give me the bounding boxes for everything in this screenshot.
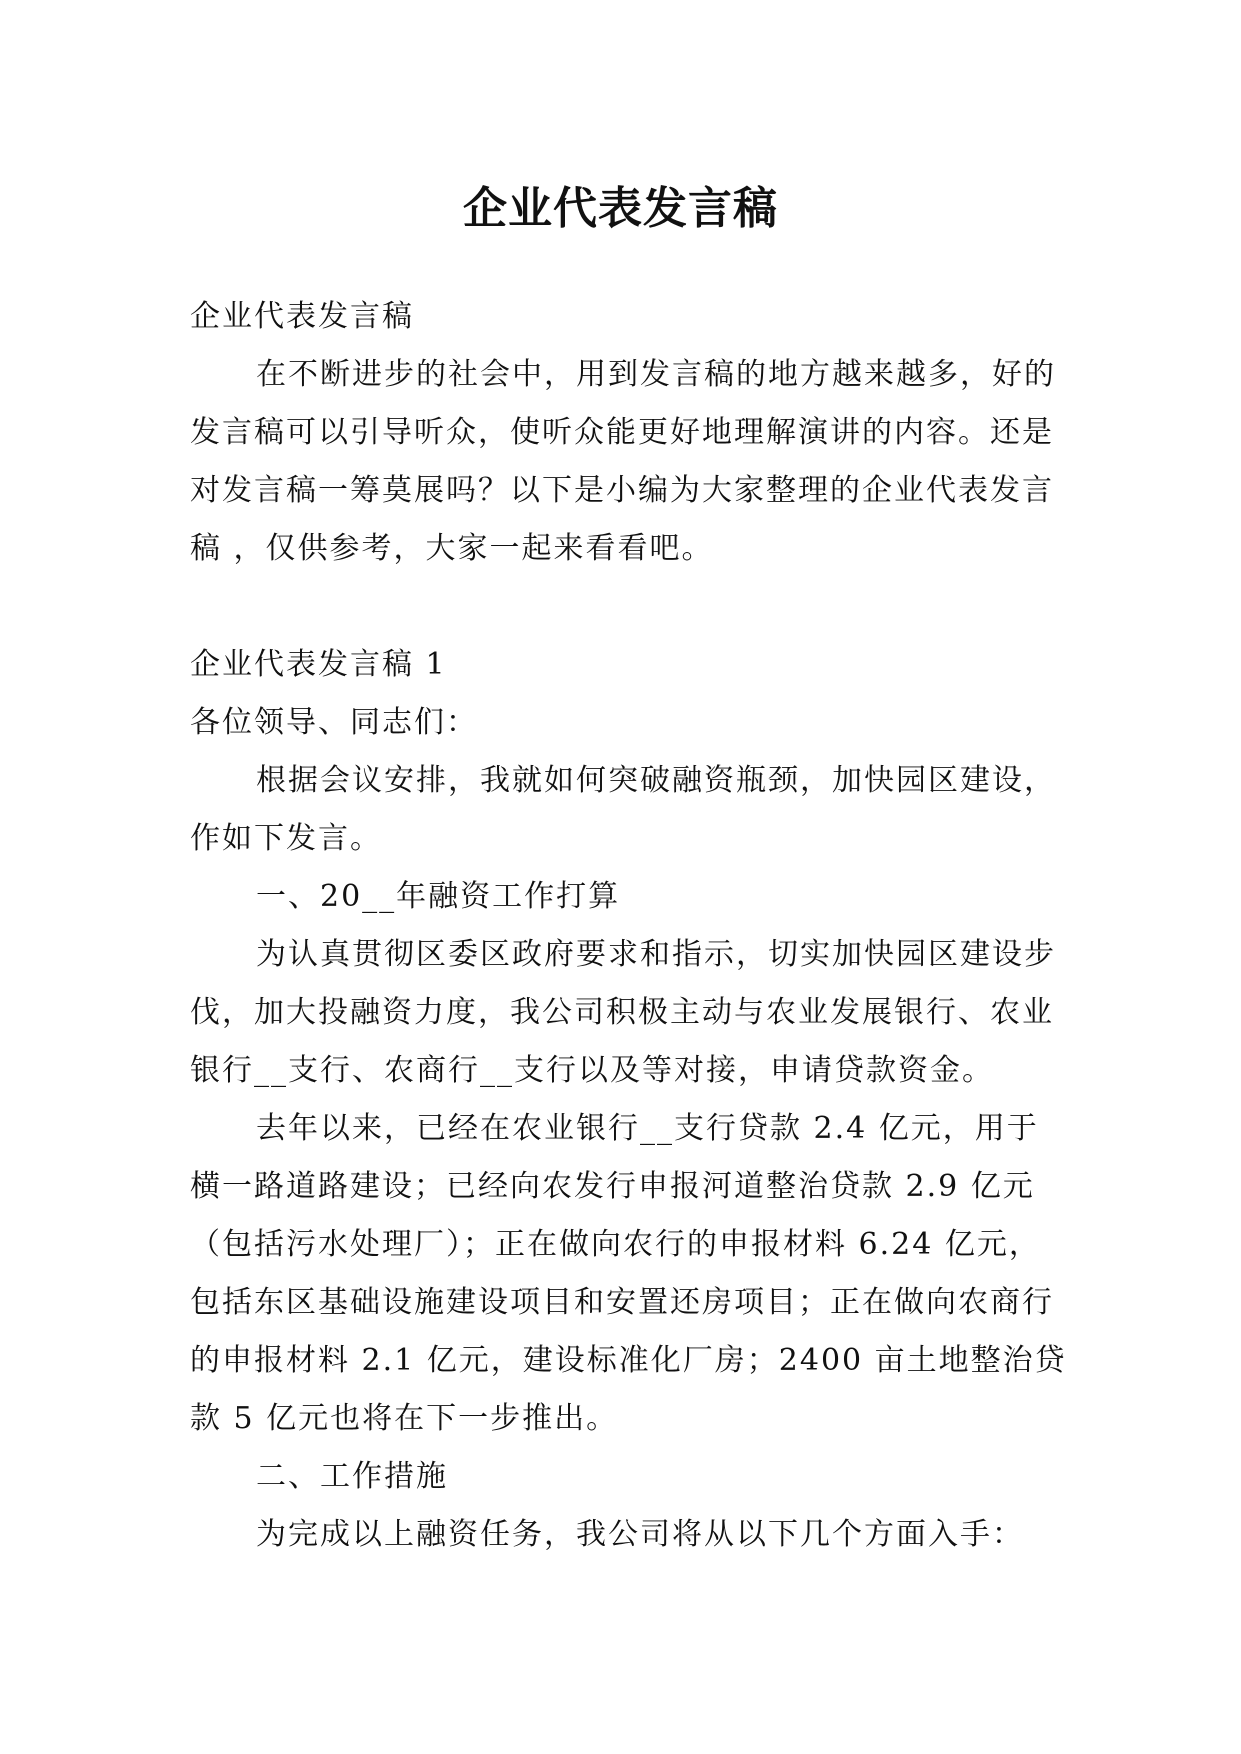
loan-progress-paragraph: 去年以来，已经在农业银行__支行贷款 2.4 亿元，用于横一路道路建设；已经向农发行申报河道整治贷款 2.9 亿元（包括污水处理厂）；正在做向农行的申报材料 6.24 亿元，包括东区基础设施建设项目和安置还房项目；正在做向农商行的申报材料 2.1 亿元，建设标准化厂房；2400 亩土地整治贷款 5 亿元也将在下一步推出。 xyxy=(190,1111,1067,1436)
measures-intro-paragraph: 为完成以上融资任务，我公司将从以下几个方面入手： xyxy=(256,1517,1024,1552)
opening-paragraph: 根据会议安排，我就如何突破融资瓶颈，加快园区建设，作如下发言。 xyxy=(190,763,1056,856)
salutation: 各位领导、同志们： xyxy=(190,705,478,740)
document-subtitle: 企业代表发言稿 xyxy=(190,299,414,334)
section-heading-1: 企业代表发言稿 1 xyxy=(190,647,447,682)
document-body xyxy=(190,288,1070,1564)
subheading-measures: 二、工作措施 xyxy=(256,1459,448,1494)
paragraph-gap xyxy=(190,578,1070,636)
subheading-financing-plan: 一、20__年融资工作打算 xyxy=(256,879,621,914)
financing-plan-paragraph: 为认真贯彻区委区政府要求和指示，切实加快园区建设步伐，加大投融资力度，我公司积极主动与农业发展银行、农业银行__支行、农商行__支行以及等对接，申请贷款资金。 xyxy=(190,937,1056,1088)
intro-paragraph: 在不断进步的社会中，用到发言稿的地方越来越多，好的发言稿可以引导听众，使听众能更好地理解演讲的内容。还是对发言稿一筹莫展吗？以下是小编为大家整理的企业代表发言稿 ，仅供参考，大家一起来看看吧。 xyxy=(190,357,1056,566)
document-title: 企业代表发言稿 xyxy=(463,183,778,235)
